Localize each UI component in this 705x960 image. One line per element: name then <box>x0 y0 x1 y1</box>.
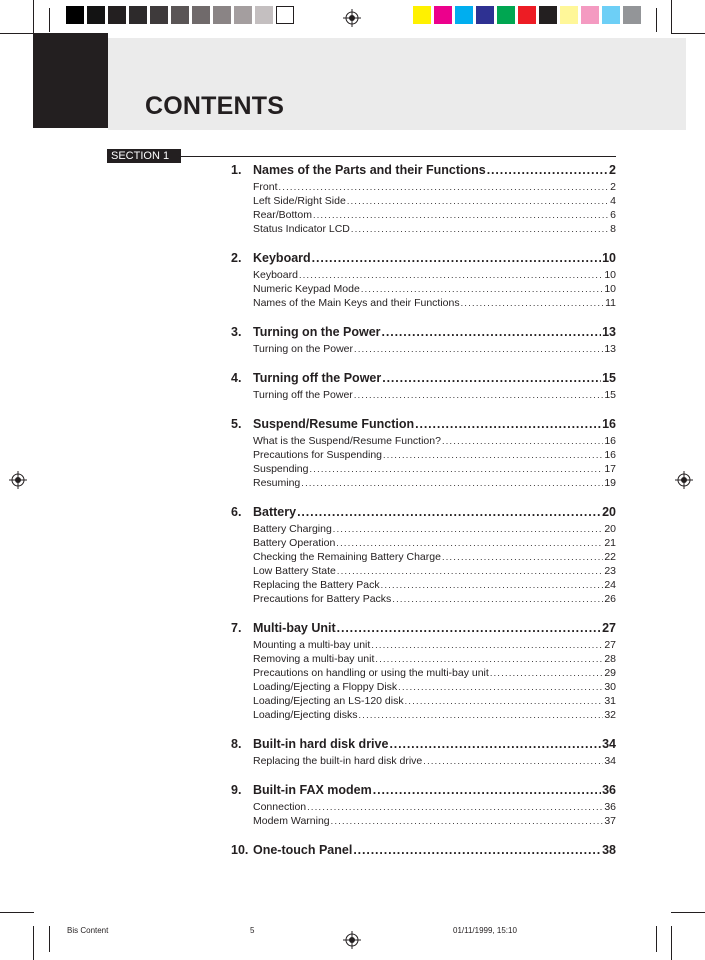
toc-chapter-heading[interactable] <box>231 737 616 755</box>
entry-page-number: 17 <box>604 463 616 475</box>
entry-title: Numeric Keypad Mode <box>253 283 360 295</box>
entry-page-number: 26 <box>604 593 616 605</box>
toc-sub-list <box>231 639 616 723</box>
entry-title: Precautions for Battery Packs <box>253 593 392 605</box>
toc-chapter <box>231 843 616 861</box>
toc-sub-list <box>231 435 616 491</box>
page-title: CONTENTS <box>145 92 285 120</box>
toc-chapter-heading[interactable] <box>231 163 616 181</box>
toc-entry[interactable] <box>253 579 616 593</box>
gray-swatch <box>213 6 231 24</box>
toc-entry[interactable] <box>253 209 616 223</box>
chapter-title: Turning off the Power <box>253 371 382 385</box>
entry-page-number: 34 <box>604 755 616 767</box>
toc-entry[interactable] <box>253 653 616 667</box>
dot-leader <box>398 681 603 693</box>
entry-title: Rear/Bottom <box>253 209 312 221</box>
toc-entry[interactable] <box>253 593 616 607</box>
toc-entry[interactable] <box>253 755 616 769</box>
chapter-page-number: 36 <box>602 783 616 797</box>
entry-page-number: 24 <box>604 579 616 591</box>
entry-page-number: 27 <box>604 639 616 651</box>
footer-timestamp: 01/11/1999, 15:10 <box>453 926 517 935</box>
dot-leader <box>354 343 603 355</box>
chapter-title: One-touch Panel <box>253 843 353 857</box>
entry-page-number: 20 <box>604 523 616 535</box>
dot-leader <box>354 389 604 401</box>
toc-entry[interactable] <box>253 537 616 551</box>
registration-mark-icon <box>675 471 693 489</box>
dot-leader <box>337 565 603 577</box>
dot-leader <box>392 593 603 605</box>
toc-entry[interactable] <box>253 801 616 815</box>
entry-title: Battery Operation <box>253 537 336 549</box>
chapter-page-number: 10 <box>602 251 616 265</box>
toc-entry[interactable] <box>253 389 616 403</box>
gray-swatch <box>171 6 189 24</box>
toc-chapter-heading[interactable] <box>231 621 616 639</box>
footer-page-number: 5 <box>250 926 255 935</box>
color-swatch <box>476 6 494 24</box>
toc-entry[interactable] <box>253 551 616 565</box>
toc-chapter-heading[interactable] <box>231 783 616 801</box>
dot-leader <box>351 223 609 235</box>
table-of-contents <box>231 163 616 861</box>
toc-entry[interactable] <box>253 565 616 579</box>
toc-chapter-heading[interactable] <box>231 371 616 389</box>
crop-mark <box>0 912 34 913</box>
entry-page-number: 29 <box>604 667 616 679</box>
dot-leader <box>297 505 601 519</box>
toc-chapter <box>231 621 616 723</box>
entry-title: Keyboard <box>253 269 298 281</box>
dot-leader <box>423 755 603 767</box>
process-color-bar <box>413 6 644 24</box>
entry-title: Names of the Main Keys and their Functions <box>253 297 460 309</box>
entry-page-number: 10 <box>604 269 616 281</box>
toc-entry[interactable] <box>253 297 616 311</box>
chapter-number: 10. <box>231 843 249 857</box>
dot-leader <box>382 371 601 385</box>
gray-swatch <box>192 6 210 24</box>
entry-page-number: 16 <box>604 449 616 461</box>
dot-leader <box>312 251 601 265</box>
entry-title: Connection <box>253 801 307 813</box>
dot-leader <box>415 417 601 431</box>
chapter-title: Built-in hard disk drive <box>253 737 389 751</box>
footer-file-name: Bis Content <box>67 926 109 935</box>
crop-mark <box>671 0 672 34</box>
crop-mark <box>671 926 672 960</box>
chapter-number: 3. <box>231 325 242 339</box>
chapter-title: Multi-bay Unit <box>253 621 336 635</box>
toc-chapter <box>231 737 616 769</box>
toc-sub-list <box>231 755 616 769</box>
color-swatch <box>623 6 641 24</box>
toc-chapter-heading[interactable] <box>231 417 616 435</box>
dot-leader <box>347 195 609 207</box>
chapter-title: Keyboard <box>253 251 311 265</box>
dot-leader <box>313 209 609 221</box>
toc-entry[interactable] <box>253 681 616 695</box>
dot-leader <box>333 523 604 535</box>
entry-page-number: 28 <box>604 653 616 665</box>
chapter-page-number: 2 <box>609 163 616 177</box>
dot-leader <box>375 653 603 665</box>
crop-mark <box>656 926 657 952</box>
entry-title: Loading/Ejecting disks <box>253 709 358 721</box>
entry-page-number: 4 <box>610 195 616 207</box>
gray-swatch <box>276 6 294 24</box>
chapter-number: 2. <box>231 251 242 265</box>
entry-title: Battery Charging <box>253 523 332 535</box>
registration-mark-icon <box>343 9 361 27</box>
entry-title: Modem Warning <box>253 815 330 827</box>
entry-page-number: 6 <box>610 209 616 221</box>
chapter-page-number: 15 <box>602 371 616 385</box>
chapter-page-number: 20 <box>602 505 616 519</box>
crop-mark <box>33 0 34 34</box>
section-divider <box>181 156 616 157</box>
toc-entry[interactable] <box>253 477 616 491</box>
chapter-number: 9. <box>231 783 242 797</box>
toc-entry[interactable] <box>253 283 616 297</box>
color-swatch <box>560 6 578 24</box>
entry-title: Status Indicator LCD <box>253 223 350 235</box>
dot-leader <box>490 667 604 679</box>
entry-page-number: 30 <box>604 681 616 693</box>
chapter-number: 8. <box>231 737 242 751</box>
chapter-title: Suspend/Resume Function <box>253 417 415 431</box>
chapter-number: 6. <box>231 505 242 519</box>
crop-mark <box>671 912 705 913</box>
dot-leader <box>358 709 603 721</box>
color-swatch <box>434 6 452 24</box>
gray-swatch <box>108 6 126 24</box>
entry-page-number: 32 <box>604 709 616 721</box>
toc-chapter <box>231 417 616 491</box>
entry-title: What is the Suspend/Resume Function? <box>253 435 441 447</box>
entry-title: Removing a multi-bay unit <box>253 653 375 665</box>
section-tab <box>33 33 108 128</box>
entry-title: Resuming <box>253 477 301 489</box>
toc-entry[interactable] <box>253 269 616 283</box>
toc-sub-list <box>231 181 616 237</box>
crop-mark <box>0 33 34 34</box>
chapter-page-number: 27 <box>602 621 616 635</box>
entry-page-number: 31 <box>604 695 616 707</box>
dot-leader <box>405 695 604 707</box>
gray-swatch <box>255 6 273 24</box>
entry-page-number: 36 <box>604 801 616 813</box>
toc-chapter <box>231 371 616 403</box>
toc-entry[interactable] <box>253 667 616 681</box>
toc-chapter-heading[interactable] <box>231 843 616 861</box>
entry-page-number: 16 <box>604 435 616 447</box>
toc-entry[interactable] <box>253 195 616 209</box>
toc-chapter <box>231 325 616 357</box>
toc-chapter-heading[interactable] <box>231 325 616 343</box>
toc-chapter-heading[interactable] <box>231 251 616 269</box>
dot-leader <box>383 449 603 461</box>
color-swatch <box>497 6 515 24</box>
entry-page-number: 23 <box>604 565 616 577</box>
color-swatch <box>455 6 473 24</box>
entry-title: Left Side/Right Side <box>253 195 346 207</box>
toc-entry[interactable] <box>253 449 616 463</box>
gray-swatch <box>87 6 105 24</box>
toc-sub-list <box>231 269 616 311</box>
toc-entry[interactable] <box>253 181 616 195</box>
crop-mark <box>671 33 705 34</box>
chapter-page-number: 38 <box>602 843 616 857</box>
entry-title: Loading/Ejecting a Floppy Disk <box>253 681 398 693</box>
crop-mark <box>49 8 50 32</box>
toc-entry[interactable] <box>253 695 616 709</box>
dot-leader <box>487 163 608 177</box>
dot-leader <box>382 325 602 339</box>
registration-mark-icon <box>343 931 361 949</box>
toc-chapter <box>231 251 616 311</box>
dot-leader <box>442 435 603 447</box>
entry-page-number: 15 <box>604 389 616 401</box>
chapter-number: 5. <box>231 417 242 431</box>
dot-leader <box>373 783 601 797</box>
entry-page-number: 11 <box>605 297 616 309</box>
dot-leader <box>371 639 603 651</box>
dot-leader <box>279 181 610 193</box>
chapter-page-number: 16 <box>602 417 616 431</box>
entry-title: Front <box>253 181 278 193</box>
entry-title: Checking the Remaining Battery Charge <box>253 551 441 563</box>
gray-swatch <box>66 6 84 24</box>
dot-leader <box>353 843 601 857</box>
entry-page-number: 13 <box>604 343 616 355</box>
gray-swatch <box>234 6 252 24</box>
crop-mark <box>49 926 50 952</box>
chapter-page-number: 34 <box>602 737 616 751</box>
toc-sub-list <box>231 801 616 829</box>
toc-entry[interactable] <box>253 463 616 477</box>
dot-leader <box>389 737 601 751</box>
chapter-number: 1. <box>231 163 242 177</box>
registration-mark-icon <box>9 471 27 489</box>
dot-leader <box>442 551 603 563</box>
gray-swatch <box>150 6 168 24</box>
chapter-title: Names of the Parts and their Functions <box>253 163 486 177</box>
chapter-title: Battery <box>253 505 297 519</box>
entry-page-number: 22 <box>604 551 616 563</box>
chapter-number: 7. <box>231 621 242 635</box>
dot-leader <box>361 283 604 295</box>
section-label: SECTION 1 <box>107 149 181 163</box>
entry-title: Loading/Ejecting an LS-120 disk <box>253 695 404 707</box>
entry-title: Turning off the Power <box>253 389 353 401</box>
toc-sub-list <box>231 523 616 607</box>
dot-leader <box>309 463 603 475</box>
entry-page-number: 10 <box>604 283 616 295</box>
entry-page-number: 21 <box>604 537 616 549</box>
color-swatch <box>539 6 557 24</box>
chapter-number: 4. <box>231 371 242 385</box>
entry-title: Turning on the Power <box>253 343 354 355</box>
dot-leader <box>301 477 603 489</box>
entry-title: Precautions for Suspending <box>253 449 382 461</box>
entry-page-number: 8 <box>610 223 616 235</box>
dot-leader <box>336 537 603 549</box>
toc-entry[interactable] <box>253 223 616 237</box>
dot-leader <box>307 801 603 813</box>
toc-sub-list <box>231 389 616 403</box>
entry-title: Suspending <box>253 463 309 475</box>
entry-title: Low Battery State <box>253 565 336 577</box>
toc-entry[interactable] <box>253 435 616 449</box>
color-swatch <box>602 6 620 24</box>
toc-entry[interactable] <box>253 709 616 723</box>
chapter-title: Turning on the Power <box>253 325 381 339</box>
toc-entry[interactable] <box>253 639 616 653</box>
dot-leader <box>331 815 604 827</box>
dot-leader <box>337 621 601 635</box>
gray-swatch <box>129 6 147 24</box>
entry-page-number: 37 <box>604 815 616 827</box>
toc-chapter <box>231 163 616 237</box>
grayscale-color-bar <box>66 6 297 24</box>
entry-title: Replacing the built-in hard disk drive <box>253 755 423 767</box>
color-swatch <box>413 6 431 24</box>
entry-title: Precautions on handling or using the multi-bay unit <box>253 667 489 679</box>
entry-page-number: 2 <box>610 181 616 193</box>
color-swatch <box>518 6 536 24</box>
dot-leader <box>299 269 603 281</box>
chapter-page-number: 13 <box>602 325 616 339</box>
crop-mark <box>33 926 34 960</box>
toc-entry[interactable] <box>253 343 616 357</box>
dot-leader <box>381 579 604 591</box>
toc-entry[interactable] <box>253 815 616 829</box>
toc-sub-list <box>231 343 616 357</box>
toc-entry[interactable] <box>253 523 616 537</box>
crop-mark <box>656 8 657 32</box>
chapter-title: Built-in FAX modem <box>253 783 372 797</box>
toc-chapter <box>231 505 616 607</box>
entry-page-number: 19 <box>604 477 616 489</box>
entry-title: Mounting a multi-bay unit <box>253 639 371 651</box>
dot-leader <box>461 297 604 309</box>
toc-chapter <box>231 783 616 829</box>
toc-chapter-heading[interactable] <box>231 505 616 523</box>
color-swatch <box>581 6 599 24</box>
entry-title: Replacing the Battery Pack <box>253 579 380 591</box>
